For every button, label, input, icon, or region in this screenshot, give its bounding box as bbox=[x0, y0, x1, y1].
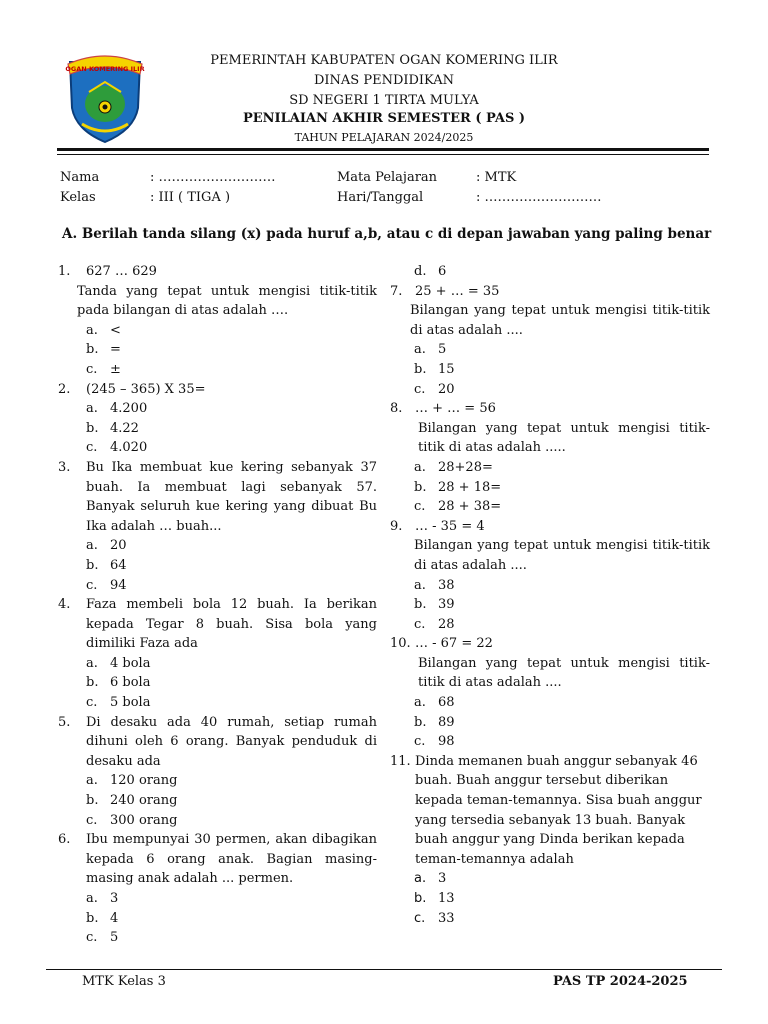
option-c[interactable]: c. 300 orang bbox=[86, 812, 178, 828]
option-a[interactable]: a. 38 bbox=[414, 577, 455, 593]
question-number: 6. bbox=[58, 832, 71, 848]
right-column bbox=[390, 262, 710, 928]
question-head: … - 67 = 22 bbox=[415, 636, 493, 652]
question-4 bbox=[58, 595, 377, 713]
option-b[interactable]: b. = bbox=[86, 342, 121, 358]
question-head: 627 … 629 bbox=[86, 264, 157, 279]
question-10 bbox=[390, 634, 710, 752]
nama-field[interactable]: : ……………………… bbox=[150, 170, 276, 185]
header-rule-thick bbox=[57, 148, 709, 151]
question-2 bbox=[58, 380, 377, 458]
header-line-5: TAHUN PELAJARAN 2024/2025 bbox=[294, 131, 474, 144]
question-stem: Bilangan yang tepat untuk mengisi titik-titik di atas adalah .... bbox=[418, 655, 710, 691]
question-number: 8. bbox=[390, 401, 403, 417]
question-8 bbox=[390, 399, 710, 517]
left-column bbox=[58, 262, 377, 948]
question-head: Ibu mempunyai 30 permen, akan dibagikan kepada 6 orang anak. Bagian masing-masing anak adalah ... permen. bbox=[86, 832, 377, 887]
option-c[interactable]: c. 28 bbox=[414, 616, 455, 632]
question-number: 9. bbox=[390, 518, 403, 534]
header-rule-thin bbox=[57, 154, 709, 155]
mapel-label: Mata Pelajaran bbox=[337, 170, 438, 185]
mapel-value: : MTK bbox=[476, 170, 517, 185]
question-head: Di desaku ada 40 rumah, setiap rumah dihuni oleh 6 orang. Banyak penduduk di desaku ada bbox=[86, 714, 377, 769]
option-a[interactable]: a. 68 bbox=[414, 695, 455, 711]
question-head: (245 – 365) X 35= bbox=[86, 381, 206, 397]
question-11 bbox=[390, 752, 710, 928]
option-b[interactable]: b. 4 bbox=[86, 910, 119, 926]
option-b[interactable]: b. 240 orang bbox=[86, 793, 178, 809]
question-number: 2. bbox=[58, 381, 71, 397]
option-c[interactable]: c. 28 + 38= bbox=[414, 499, 502, 515]
header-line-2: DINAS PENDIDIKAN bbox=[313, 73, 455, 88]
question-number: 7. bbox=[390, 283, 403, 299]
option-c[interactable]: c. ± bbox=[86, 361, 121, 377]
question-head: 25 + … = 35 bbox=[415, 283, 500, 299]
option-c[interactable]: c. 5 bbox=[86, 930, 119, 946]
question-number: 3. bbox=[58, 459, 71, 475]
question-9 bbox=[390, 517, 710, 635]
option-a[interactable]: a. 3 bbox=[414, 871, 447, 887]
section-a-instruction: A. Berilah tanda silang (x) pada huruf a,b, atau c di depan jawaban yang paling benar bbox=[62, 226, 712, 242]
option-b[interactable]: b. 13 bbox=[414, 891, 455, 906]
question-number: 1. bbox=[58, 264, 71, 279]
kelas-label: Kelas bbox=[60, 190, 96, 205]
option-a[interactable]: a. 4.200 bbox=[86, 401, 148, 417]
question-7 bbox=[390, 282, 710, 400]
question-5 bbox=[58, 713, 377, 831]
question-head: … - 35 = 4 bbox=[415, 518, 485, 534]
option-b[interactable]: b. 4.22 bbox=[86, 420, 139, 436]
question-stem: Tanda yang tepat untuk mengisi titik-titik pada bilangan di atas adalah …. bbox=[77, 283, 377, 319]
footer-left: MTK Kelas 3 bbox=[82, 974, 166, 989]
question-head: … + … = 56 bbox=[415, 401, 496, 417]
option-c[interactable]: c. 94 bbox=[86, 577, 127, 593]
question-6 bbox=[58, 830, 377, 948]
option-c[interactable]: c. 98 bbox=[414, 734, 455, 750]
question-1 bbox=[58, 262, 377, 380]
question-number: 4. bbox=[58, 597, 71, 613]
kelas-value: : III ( TIGA ) bbox=[150, 190, 231, 205]
option-c[interactable]: c. 5 bola bbox=[86, 695, 151, 711]
footer-rule bbox=[46, 969, 722, 970]
option-b[interactable]: b. 39 bbox=[414, 597, 455, 613]
option-a[interactable]: a. 3 bbox=[86, 891, 119, 906]
option-a[interactable]: a. 20 bbox=[86, 538, 127, 554]
option-b[interactable]: b. 15 bbox=[414, 361, 455, 377]
question-number: 5. bbox=[58, 714, 71, 730]
option-b[interactable]: b. 89 bbox=[414, 714, 455, 730]
question-stem: Bilangan yang tepat untuk mengisi titik-titik di atas adalah .... bbox=[414, 538, 710, 573]
nama-label: Nama bbox=[60, 170, 100, 185]
option-c[interactable]: c. 4.020 bbox=[86, 440, 148, 456]
option-c[interactable]: c. 33 bbox=[414, 910, 455, 926]
logo-text: OGAN KOMERING ILIR bbox=[65, 65, 145, 73]
question-head: Bu Ika membuat kue kering sebanyak 37 buah. Ia membuat lagi sebanyak 57. Banyak seluruh kue kering yang dibuat Bu Ika adalah … buah... bbox=[86, 459, 377, 534]
question-head: Dinda memanen buah anggur sebanyak 46 buah. Buah anggur tersebut diberikan kepada teman-temannya. Sisa buah anggur yang tersedia sebanyak 13 buah. Banyak buah anggur yang Dinda berikan kepada teman-temannya adalah bbox=[415, 753, 702, 867]
option-a[interactable]: a. 28+28= bbox=[414, 459, 493, 475]
question-stem: Bilangan yang tepat untuk mengisi titik-titik di atas adalah .... bbox=[410, 303, 710, 338]
header-line-1: PEMERINTAH KABUPATEN OGAN KOMERING ILIR bbox=[210, 53, 558, 68]
option-b[interactable]: b. 64 bbox=[86, 557, 127, 573]
option-c[interactable]: c. 20 bbox=[414, 381, 455, 397]
question-number: 10. bbox=[390, 636, 411, 652]
option-a[interactable]: a. < bbox=[86, 322, 121, 338]
option-b[interactable]: b. 6 bola bbox=[86, 675, 151, 691]
question-number: 11. bbox=[390, 753, 411, 769]
footer-right: PAS TP 2024-2025 bbox=[553, 974, 688, 989]
header-line-3: SD NEGERI 1 TIRTA MULYA bbox=[289, 93, 479, 108]
header-line-4: PENILAIAN AKHIR SEMESTER ( PAS ) bbox=[242, 111, 526, 126]
option-a[interactable]: a. 4 bola bbox=[86, 655, 151, 671]
option-b[interactable]: b. 28 + 18= bbox=[414, 479, 502, 495]
hari-field[interactable]: : ……………………… bbox=[476, 190, 602, 205]
question-stem: Bilangan yang tepat untuk mengisi titik-titik di atas adalah ..... bbox=[418, 420, 710, 456]
question-3 bbox=[58, 458, 377, 595]
question-head: Faza membeli bola 12 buah. Ia berikan kepada Tegar 8 buah. Sisa bola yang dimiliki Faza ada bbox=[86, 597, 377, 652]
hari-label: Hari/Tanggal bbox=[337, 190, 424, 205]
option-a[interactable]: a. 5 bbox=[414, 342, 447, 358]
option-a[interactable]: a. 120 orang bbox=[86, 773, 178, 789]
option-d[interactable]: d. 6 bbox=[414, 264, 447, 279]
